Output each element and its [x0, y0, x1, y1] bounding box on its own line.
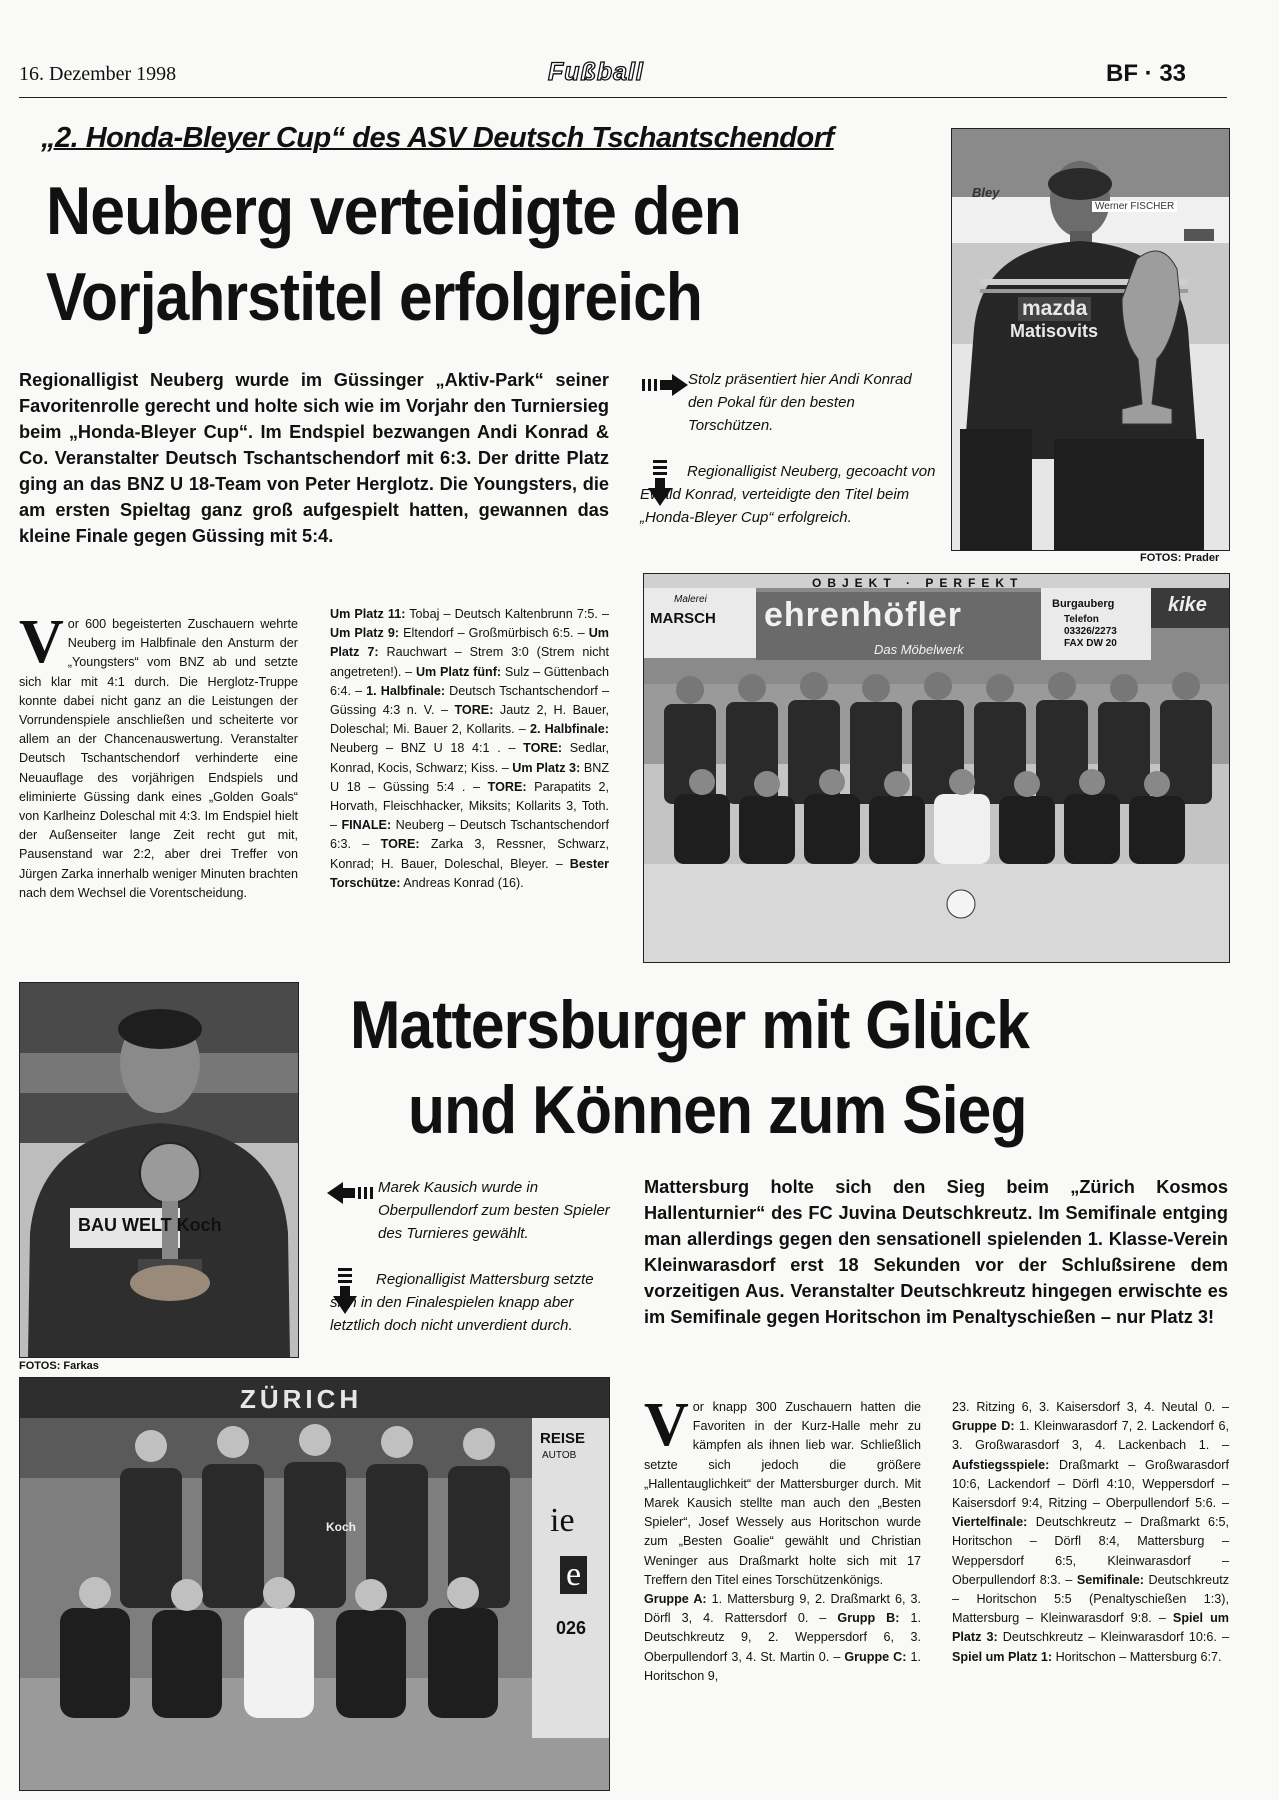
issue-date: 16. Dezember 1998 — [19, 63, 177, 85]
photo4-right1: REISE — [540, 1430, 586, 1447]
photo-team-mattersburg — [19, 1377, 610, 1791]
caption-text: Regionalligist Mattersburg setzte sich in den Finalespielen knapp aber letztlich doch nicht unverdient durch. — [330, 1271, 594, 1334]
result-label: Um Platz 7: — [330, 626, 609, 660]
result-label: Aufstiegsspiele: — [952, 1457, 1050, 1472]
article1-headline-line1: Neuberg verteidigte den — [46, 173, 741, 249]
result-text: Draßmarkt – Großwarasdorf 10:6, Lackendorf – Dörfl 4:10, Weppersdorf – Kaisersdorf 9:4, Ritzing – Oberpullendorf 5:6. – — [952, 1457, 1229, 1511]
photo-trophy-player — [951, 128, 1230, 551]
photo1-sign-a: Bley — [972, 185, 1000, 200]
photo4-banner: ZÜRICH — [240, 1384, 363, 1414]
article2-body — [644, 1391, 922, 1686]
result-label: Semifinale: — [1076, 1572, 1144, 1587]
result-text: 1. Horitschon 9, — [644, 1649, 921, 1683]
result-text: 1. Deutschkreutz 9, 2. Weppersdorf 6, 3. Oberpullendorf 3, 4. St. Martin 0. – — [644, 1611, 921, 1664]
photo2-left-small: Malerei — [674, 594, 707, 605]
article2-caption1 — [378, 1176, 623, 1245]
result-text: Jautz 2, H. Bauer, Doleschal; Mi. Bauer 2, Kollarits. – — [330, 703, 610, 737]
photo2-left-big: MARSCH — [650, 610, 716, 627]
result-label: Gruppe A: — [644, 1592, 707, 1607]
photo1-sign-b: Werner FISCHER — [1092, 201, 1177, 212]
result-label: FINALE: — [341, 818, 392, 833]
result-text: Deutsch Tschantschendorf – Güssing 4:3 n. V. – — [330, 683, 609, 718]
photo2-right-logo: kike — [1168, 594, 1207, 616]
article1-results — [330, 605, 609, 893]
article2-caption2 — [330, 1268, 615, 1337]
photo4-shirt: Koch — [326, 1520, 356, 1534]
photo1-shirt-top: mazda — [1018, 297, 1091, 321]
result-text: Eltendorf – Großmürbisch 6:5. – — [399, 626, 589, 641]
result-label: 2. Halbfinale: — [529, 722, 609, 737]
result-label: Gruppe C: — [844, 1649, 907, 1664]
result-text: 1. Mattersburg 9, 2. Draßmarkt 6, 3. Dörfl 3, 4. Rattersdorf 0. – — [644, 1592, 922, 1626]
article1-dropcap: V — [19, 608, 64, 676]
result-text: Parapatits 2, Horvath, Fleischhacker, Miksits; Kollarits 3, Toth. – — [330, 779, 609, 833]
photo-marek-kausich — [19, 982, 299, 1358]
result-text: Deutschkreutz – Kleinwarasdorf 10:6. – — [997, 1630, 1230, 1645]
result-text: Neuberg – BNZ U 18 4:1 . – — [330, 741, 524, 756]
result-text: Sulz – Güttenbach 6:4. – — [330, 664, 609, 698]
article2-lead: Mattersburg holte sich den Sieg beim „Zürich Kosmos Hallenturnier“ des FC Juvina Deutschkreutz. Im Semifinale entging man allerdings gegen den sensationell spielenden 1. Klasse-Verein Kleinwarasdorf erst 18 Sekunden vor der Schlußsirene dem vorzeitigen Aus. Veranstalter Deutschkreutz hingegen erwischte es im Semifinale gegen Horitschon im Penaltyschießen – nur Platz 3! — [644, 1177, 1228, 1327]
photo2-banner-top: OBJEKT · PERFEKT — [812, 576, 1024, 590]
result-text: Rauchwart – Strem 3:0 (Strem nicht angetreten!). – — [330, 645, 610, 679]
result-label: Spiel um Platz 1: — [952, 1649, 1053, 1664]
article1-caption2 — [640, 460, 940, 529]
arrow-left-icon — [327, 1182, 373, 1209]
caption-text: Stolz präsentiert hier Andi Konrad den Pokal für den besten Torschützen. — [688, 371, 912, 434]
article1-kicker: „2. Honda-Bleyer Cup“ des ASV Deutsch Tschantschendorf — [41, 122, 834, 154]
photo2-right2: Telefon — [1064, 614, 1099, 625]
section-title: Fußball — [548, 58, 644, 86]
photo4-right3: ie — [550, 1502, 575, 1539]
result-label: Grupp B: — [837, 1611, 900, 1626]
result-text: 23. Ritzing 6, 3. Kaisersdorf 3, 4. Neutal 0. – — [952, 1400, 1229, 1414]
photo2-center-sign: ehrenhöfler — [764, 596, 963, 634]
article1-headline-line2: Vorjahrstitel erfolgreich — [46, 259, 702, 335]
result-label: Spiel um Platz 3: — [952, 1611, 1229, 1645]
result-text: Tobaj – Deutsch Kaltenbrunn 7:5. – — [405, 607, 609, 621]
photo3-shirt: BAU WELT Koch — [78, 1215, 222, 1235]
photo2-center-sub: Das Möbelwerk — [874, 642, 964, 657]
article1-lead: Regionalligist Neuberg wurde im Güssinger „Aktiv-Park“ seiner Favoritenrolle gerecht und holte sich wie im Vorjahr den Turniersieg beim „Honda-Bleyer Cup“. Im Endspiel bezwangen Andi Konrad & Co. Veranstalter Deutsch Tschantschendorf mit 6:3. Der dritte Platz ging an das BNZ U 18-Team von Peter Herglotz. Die Youngsters, die am ersten Spieltag ganz groß aufgespielt hatten, gewannen das kleine Finale gegen Güssing mit 5:4. — [19, 370, 609, 546]
result-text: Deutschkreutz – Draßmarkt 6:5, Horitschon – Dörfl 8:4, Mattersburg – Weppersdorf 6:5, Kleinwarasdorf – Oberpullendorf 8:3. – — [952, 1515, 1229, 1587]
article1-body — [19, 608, 298, 903]
result-label: 1. Halbfinale: — [366, 683, 446, 698]
article1-photo-credit: FOTOS: Prader — [1140, 552, 1220, 564]
page-reference: BF · 33 — [1106, 60, 1187, 87]
article2-dropcap: V — [644, 1391, 689, 1459]
photo4-right5: 026 — [556, 1618, 587, 1638]
result-label: Viertelfinale: — [952, 1515, 1028, 1530]
result-label: Um Platz 11: — [330, 607, 406, 621]
result-label: Um Platz 9: — [330, 626, 400, 641]
article1-caption1 — [688, 368, 938, 437]
article2-headline-line1: Mattersburger mit Glück — [350, 987, 1030, 1063]
article2-body-text: or knapp 300 Zuschauern hatten die Favoriten in der Kurz-Halle mehr zu kämpfen als ihnen lieb war. Schließlich setzte sich jedoch die größere „Hallentauglichkeit“ der Mattersburger durch. Mit Marek Kausich stellte man auch den „Besten Spieler“, Josef Wessely aus Horitschon wurde zum „Besten Goalie“ gewählt und Christian Weninger aus Draßmarkt holte sich mit 17 Treffern den Titel eines Torschützenkönigs. — [644, 1400, 921, 1587]
result-text: Neuberg – Deutsch Tschantschendorf 6:3. – — [330, 818, 609, 852]
caption-text: Regionalligist Neuberg, gecoacht von Ewald Konrad, verteidigte den Titel beim „Honda-Bleyer Cup“ erfolgreich. — [640, 463, 936, 526]
article2-headline-line2: und Können zum Sieg — [408, 1072, 1027, 1148]
photo2-right1: Burgauberg — [1052, 598, 1115, 610]
result-text: Andreas Konrad (16). — [400, 875, 524, 890]
result-text: Zarka 3, Ressner, Schwarz, Konrad; H. Bauer, Doleschal, Bleyer. – — [330, 837, 609, 871]
photo1-shirt-bottom: Matisovits — [1010, 321, 1099, 341]
article2-results — [952, 1398, 1229, 1667]
caption-text: Marek Kausich wurde in Oberpullendorf zum besten Spieler des Turnieres gewählt. — [378, 1179, 610, 1242]
result-text: 1. Kleinwarasdorf 7, 2. Lackendorf 6, 3. Großwarasdorf 3, 4. Lackenbach 1. – — [952, 1419, 1229, 1453]
result-text: Sedlar, Konrad, Kocis, Schwarz; Kiss. – — [330, 741, 609, 775]
result-label: TORE: — [487, 779, 527, 794]
result-label: Um Platz 3: — [512, 760, 581, 775]
arrow-right-icon — [642, 374, 688, 401]
result-text: BNZ U 18 – Güssing 5:4 . – — [330, 760, 610, 794]
article2-photo-credit: FOTOS: Farkas — [19, 1360, 99, 1372]
photo2-right4: FAX DW 20 — [1064, 638, 1117, 649]
result-label: Gruppe D: — [952, 1419, 1015, 1434]
result-label: TORE: — [380, 837, 420, 852]
result-label: Um Platz fünf: — [415, 664, 502, 679]
photo-team-neuberg — [643, 573, 1230, 963]
photo4-right4: e — [560, 1556, 587, 1594]
result-label: TORE: — [523, 741, 563, 756]
result-label: TORE: — [454, 703, 494, 718]
result-label: Bester Torschütze: — [330, 856, 609, 890]
article1-body-text: or 600 begeisterten Zuschauern wehrte Neuberg im Halbfinale den Ansturm der „Youngsters“ vom BNZ ab und setzte sich klar mit 4:1 durch. Die Herglotz-Truppe konnte dabei nicht ganz an die Leistungen der Vorrundenspiele anschließen und scheiterte vor allem an der Chancenauswertung. Veranstalter Deutsch Tschantschendorf verhinderte eine Neuauflage des vorjährigen Endspiels und eliminierte Güssing dank eines „Golden Goals“ von Karlheinz Doleschal mit 4:3. Im Endspiel hielt der Außenseiter lange Zeit recht gut mit, Pausenstand war 2:2, aber drei Treffer von Jürgen Zarka innerhalb weniger Minuten brachten nach dem Wechsel die Vorentscheidung. — [19, 617, 298, 900]
result-text: Deutschkreutz – Horitschon 5:5 (Penaltyschießen 1:3), Mattersburg – Kleinwarasdorf 9:8. – — [952, 1572, 1229, 1626]
photo2-right3: 03326/2273 — [1064, 626, 1117, 637]
header-rule — [19, 97, 1227, 98]
photo4-right2: AUTOB — [542, 1450, 577, 1461]
result-text: Horitschon – Mattersburg 6:7. — [1052, 1649, 1222, 1664]
